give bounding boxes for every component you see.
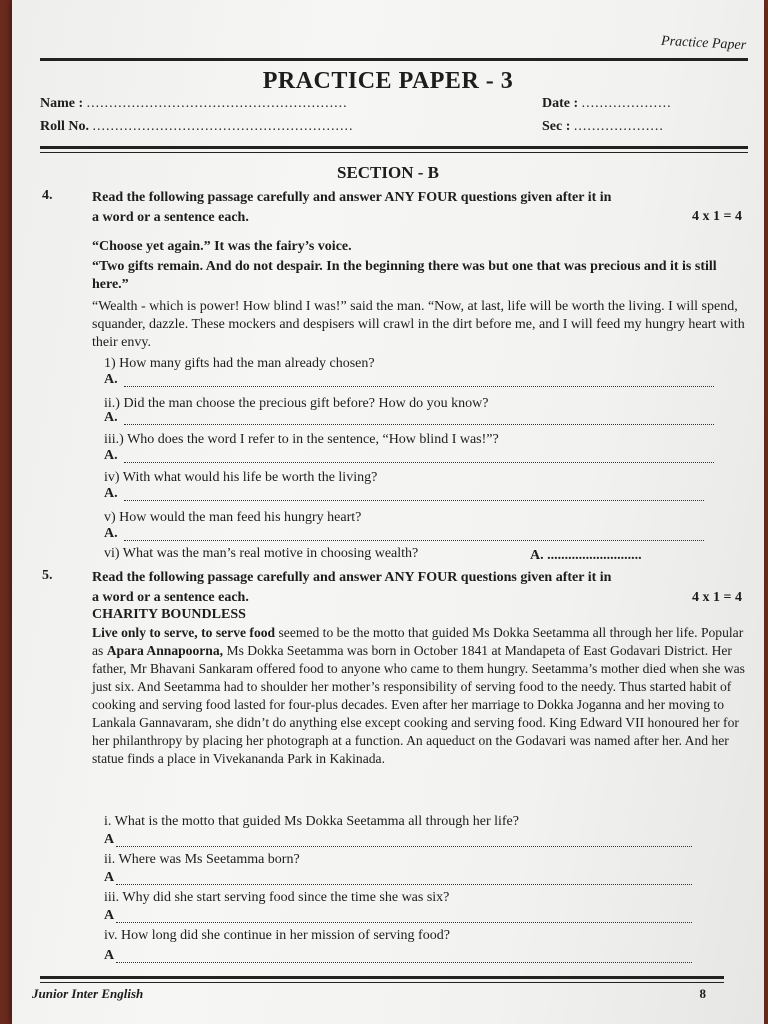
q4-question-2: ii.) Did the man choose the precious gift before? How do you know? — [104, 396, 489, 411]
q4-passage-line-1: “Choose yet again.” It was the fairy’s voice. — [92, 239, 352, 254]
page-number: 8 — [699, 986, 706, 1001]
q5-number: 5. — [42, 568, 53, 583]
q5-question-2: ii. Where was Ms Seetamma born? — [104, 852, 300, 867]
q4-question-6: vi) What was the man’s real motive in choosing wealth? — [104, 546, 419, 561]
paper-title: PRACTICE PAPER - 3 — [262, 68, 514, 94]
q5-answer-label-1: A — [104, 832, 115, 847]
q5-answer-label-3: A — [104, 908, 115, 923]
q4-answer-line-1[interactable] — [124, 386, 714, 387]
q5-passage: Live only to serve, to serve food seemed to be the motto that guided Ms Dokka Seetamma all through her life. Popular as Apara Annapoorna, Ms Dokka Seetamma was born in October 1841 at Mandapeta of East Godavari District. Her father, Mr Bhavani Sankaram offered food to anyone who came to them hungry. Seetamma’s mother died when she was just six. And Seetamma had to shoulder her mother’s responsibility of serving food to the needy. Thus started habit of cooking and serving food lasted for four-plus decades. Even after her marriage to Dokka Joganna and her moving to Lankala Gannavaram, she didn’t do anything else except cooking and serving food. King Edward VII honoured her for her philanthropy by placing her photograph at a function. An aqueduct on the Godavari was named after her. And her statue finds a place in Vivekananda Park in Kakinada. — [92, 625, 745, 766]
q4-answer-line-3[interactable] — [124, 462, 714, 463]
q4-number: 4. — [42, 188, 53, 203]
rollno-field: Roll No. .......................................................... — [40, 119, 354, 134]
book-title: Junior Inter English — [32, 986, 144, 1001]
q4-answer-label-4: A. — [104, 486, 118, 501]
q4-question-5: v) How would the man feed his hungry heart? — [104, 510, 362, 525]
q5-passage-title: CHARITY BOUNDLESS — [92, 607, 246, 622]
q4-question-3: iii.) Who does the word I refer to in the sentence, “How blind I was!”? — [104, 432, 499, 447]
q5-question-3: iii. Why did she start serving food since the time she was six? — [104, 890, 450, 905]
q4-answer-label-1: A. — [104, 372, 118, 387]
q5-question-1: i. What is the motto that guided Ms Dokka Seetamma all through her life? — [104, 814, 519, 829]
q5-answer-label-4: A — [104, 948, 115, 963]
q5-answer-line-4[interactable] — [116, 962, 692, 963]
q4-instruction: Read the following passage carefully and answer ANY FOUR questions given after it in a word or a sentence each. — [92, 190, 612, 225]
footer-rule — [40, 976, 724, 979]
q4-passage-line-3: “Wealth - which is power! How blind I was!” said the man. “Now, at last, life will be worth the living. I will spend, squander, dazzle. These mockers and despisers will crawl in the dirt before me, and I will feed my hungry heart with their envy. — [92, 299, 745, 350]
q4-question-1: 1) How many gifts had the man already chosen? — [104, 356, 375, 371]
q4-question-4: iv) With what would his life be worth the living? — [104, 470, 378, 485]
q4-answer-line-2[interactable] — [124, 424, 714, 425]
q5-question-4: iv. How long did she continue in her mission of serving food? — [104, 928, 450, 943]
q4-answer-line-4[interactable] — [124, 500, 704, 501]
q5-answer-label-2: A — [104, 870, 115, 885]
q5-answer-line-2[interactable] — [116, 884, 692, 885]
q4-answer-6[interactable]: A. ........................... — [530, 548, 642, 563]
q4-answer-label-3: A. — [104, 448, 118, 463]
header-rule-thin — [40, 152, 748, 153]
date-field: Date : .................... — [542, 96, 672, 111]
q5-answer-line-3[interactable] — [116, 922, 692, 923]
exam-paper — [12, 0, 764, 1024]
q4-marks: 4 x 1 = 4 — [692, 209, 742, 224]
running-title: Practice Paper — [660, 33, 747, 54]
q5-marks: 4 x 1 = 4 — [692, 590, 742, 605]
header-rule — [40, 146, 748, 149]
name-field: Name : .......................................................... — [40, 96, 348, 111]
top-rule — [40, 58, 748, 61]
sec-field: Sec : .................... — [542, 119, 664, 134]
q5-instruction: Read the following passage carefully and answer ANY FOUR questions given after it in a word or a sentence each. — [92, 570, 612, 605]
footer-rule-thin — [40, 982, 724, 983]
q5-answer-line-1[interactable] — [116, 846, 692, 847]
section-heading: SECTION - B — [336, 163, 440, 182]
q4-passage-line-2: “Two gifts remain. And do not despair. In the beginning there was but one that was precious and it is still here.” — [92, 259, 717, 292]
q4-answer-label-2: A. — [104, 410, 118, 425]
q4-answer-line-5[interactable] — [124, 540, 704, 541]
q4-answer-label-5: A. — [104, 526, 118, 541]
